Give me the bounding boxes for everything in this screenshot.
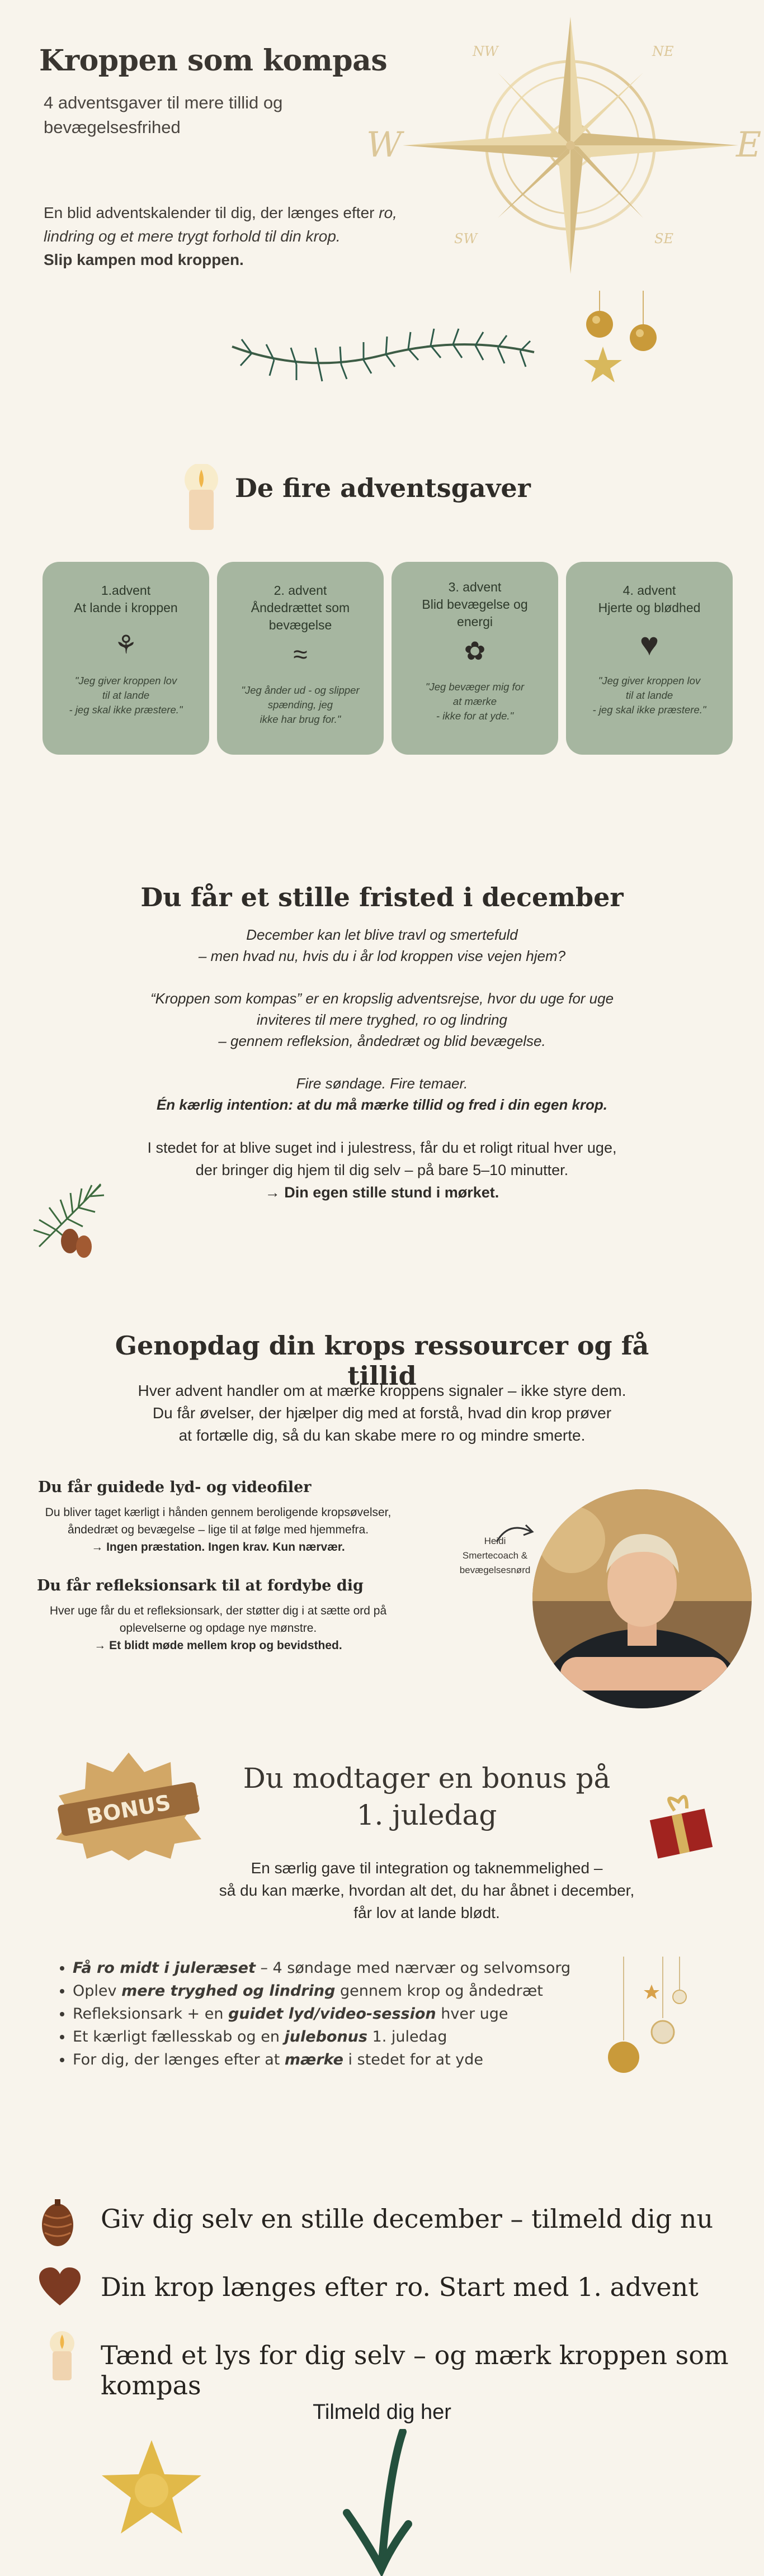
refuge-p1: December kan let blive travl og smertefuld – men hvad nu, hvis du i år lod kroppen vise vejen hjem? [198,926,566,964]
bonus-list [60,1957,597,2071]
compass-sw: SW [454,231,478,247]
intro-ro: ro, [379,204,397,221]
refuge-title: Du får et stille fristed i december [140,882,624,912]
gift-card-1[interactable] [43,562,209,755]
ornaments-icon [576,291,666,386]
down-arrow-icon [336,2429,419,2576]
card-quote: "Jeg giver kroppen lov til at lande - jeg skal ikke præstere." [592,675,706,716]
compass-rose-icon [358,6,764,274]
bonus-badge [50,1750,207,1862]
gifts-title: De fire adventsgaver [235,473,531,503]
compass-ne: NE [652,44,674,59]
list-item: • For dig, der længes efter at mærke i stedet for at yde [73,2048,597,2071]
hanging-ornaments-icon [601,1957,691,2080]
bonus-title: Du modtager en bonus på 1. juledag [243,1762,611,1831]
card-quote: "Jeg giver kroppen lov til at lande - jeg skal ikke præstere." [69,675,183,716]
candle-icon [48,2331,76,2381]
resources-left [11,1479,425,1654]
pinecone-icon [38,2198,77,2248]
compass-w: W [366,124,402,165]
cta-line-2: Din krop længes efter ro. Start med 1. advent [101,2272,699,2302]
card-quote: "Jeg bevæger mig for at mærke - ikke for at yde." [425,681,525,722]
refuge-p2: “Kroppen som kompas” er en kropslig adventsrejse, hvor du uge for uge inviteres til mere tryghed, ro og lindring – gennem refleksion, åndedræt og blid bevægelse. [150,990,614,1049]
person-caption: Heidi Smertecoach & bevægelsesnørd [459,1536,531,1575]
signup-button[interactable]: Tilmeld dig her [313,2400,451,2424]
card-title: 2. advent Åndedrættet som bevægelse [251,583,350,632]
flower-icon: ✿ [464,636,486,665]
cta-line-1: Giv dig selv en stille december – tilmeld dig nu [101,2204,714,2234]
candle-icon [185,464,218,531]
hero-title: Kroppen som kompas [39,44,388,78]
resources-intro: Hver advent handler om at mærke kroppens signaler – ikke styre dem. Du får øvelser, der hjælper dig med at forstå, hvad din krop prøver at fortælle dig, så du kan skabe mere ro og mindre smerte. [138,1382,626,1444]
pine-garland-icon [229,313,537,386]
card-title: 4. advent Hjerte og blødhed [598,583,701,615]
intro-text: En blid adventskalender til dig, der længes efter [44,204,379,221]
bonus-text: En særlig gave til integration og taknemmelighed – så du kan mærke, hvordan alt det, du har åbnet i december, får lov at lande blødt. [219,1859,635,1921]
audio-video-heading: Du får guidede lyd- og videofiler [38,1479,312,1496]
compass-nw: NW [473,44,498,59]
footprints-icon: ⚘ [114,630,138,659]
cta-line-3: Tænd et lys for dig selv – og mærk kroppen som kompas [101,2340,729,2400]
list-item: • Et kærligt fællesskab og en julebonus 1. juledag [73,2025,597,2048]
bonus-badge-text: BONUS [84,1790,173,1829]
refuge-text [102,924,662,1204]
gift-card-4[interactable] [566,562,733,755]
gift-card-3[interactable] [392,562,558,755]
wind-icon: ≈ [293,640,308,669]
audio-video-text: Du bliver taget kærligt i hånden gennem beroligende kropsøvelser, åndedræt og bevægelse – lige til at følge med hjemmefra. → Ingen præstation. Ingen krav. Kun nærvær. [45,1506,392,1554]
card-title: 1.advent At lande i kroppen [74,583,178,615]
intro-strong: Slip kampen mod kroppen. [44,251,244,268]
heart-icon: ♥ [639,626,659,662]
avatar [532,1489,752,1708]
refuge-p3: Fire søndage. Fire temaer. Én kærlig intention: at du må mærke tillid og fred i din egen krop. [156,1075,608,1113]
refuge-p4: I stedet for at blive suget ind i julestress, får du et roligt ritual hver uge, der bringer dig hjem til dig selv – på bare 5–10 minutter. → Din egen stille stund i mørket. [147,1139,617,1201]
gold-star-icon [98,2437,205,2538]
gift-box-icon [648,1786,715,1859]
reflection-heading: Du får refleksionsark til at fordybe dig [37,1577,364,1594]
arrow-icon [492,1519,537,1547]
list-item: • Oplev mere tryghed og lindring gennem krop og åndedræt [73,1980,597,2002]
resources-title: Genopdag din krops ressourcer og få tillid [115,1330,649,1391]
compass-se: SE [654,231,673,247]
card-quote: "Jeg ånder ud - og slipper spænding, jeg ikke har brug for." [241,684,360,725]
heart-icon [39,2267,81,2307]
list-item: • Refleksionsark + en guidet lyd/video-session hver uge [73,2002,597,2025]
hero-subtitle: 4 adventsgaver til mere tillid og bevægelsesfrihed [44,93,283,137]
gift-card-2[interactable] [217,562,384,755]
pinecone-branch-icon [22,1163,112,1263]
intro-text-2: lindring og et mere trygt forhold til din krop. [44,228,341,245]
list-item: • Få ro midt i juleræset – 4 søndage med nærvær og selvomsorg [73,1957,597,1980]
card-title: 3. advent Blid bevægelse og energi [422,580,528,629]
reflection-text: Hver uge får du et refleksionsark, der støtter dig i at sætte ord på oplevelserne og opdage nye mønstre. → Et blidt møde mellem krop og bevidsthed. [49,1604,387,1652]
compass-e: E [736,124,762,165]
